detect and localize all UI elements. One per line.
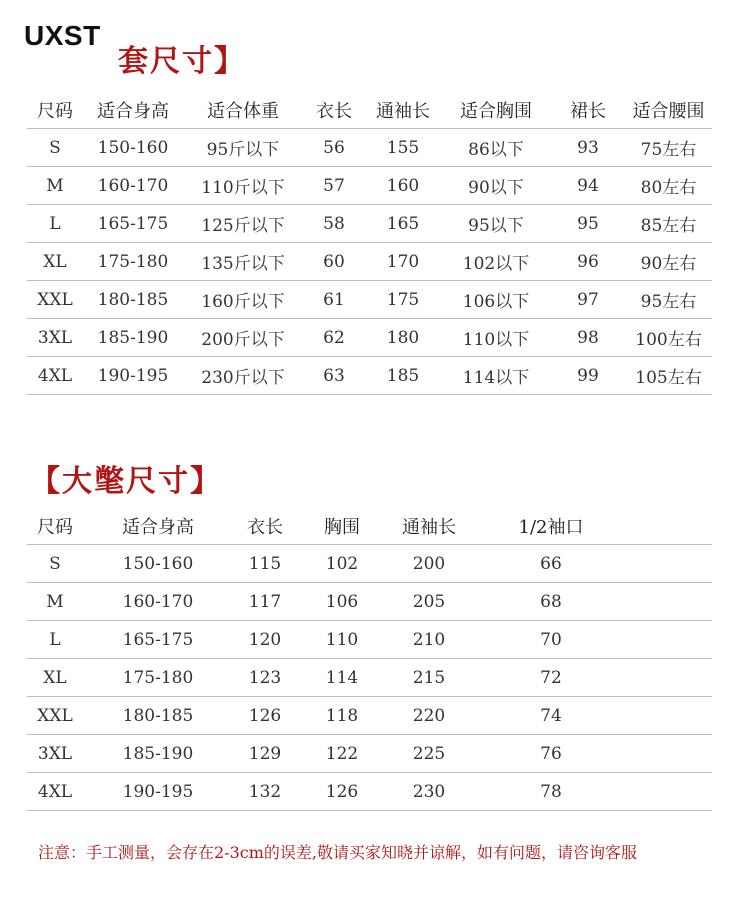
table-cell: 165-175	[83, 205, 183, 243]
table-cell: XL	[27, 243, 83, 281]
table-cell: S	[27, 545, 83, 583]
header-height: 适合身高	[122, 517, 194, 538]
table-cell: 70	[471, 621, 631, 659]
table-row	[27, 659, 712, 697]
header-chest: 胸围	[324, 517, 360, 538]
table-cell: S	[27, 129, 83, 167]
table-cell: 215	[387, 659, 471, 697]
table-cell: 160-170	[83, 167, 183, 205]
header-size: 尺码	[37, 517, 73, 538]
table-cell: 123	[233, 659, 297, 697]
table-cell: 200斤以下	[183, 319, 303, 357]
header-size: 尺码	[37, 101, 73, 122]
header-half-cuff: 1/2袖口	[518, 517, 584, 538]
table-cell-blank	[631, 545, 712, 583]
table-cell: 94	[551, 167, 625, 205]
table-row	[27, 205, 712, 243]
header-waist: 适合腰围	[632, 101, 705, 122]
table-cell: 165	[365, 205, 441, 243]
table-cell: 90左右	[625, 243, 712, 281]
table-cell: 114以下	[441, 357, 551, 395]
header-weight: 适合体重	[207, 101, 279, 122]
measurement-note: 注意：手工测量，会存在2-3cm的误差,敬请买家知晓并谅解，如有问题，请咨询客服	[38, 843, 637, 862]
table-cell: 100左右	[625, 319, 712, 357]
table-cell: 60	[303, 243, 365, 281]
table-cell: 155	[365, 129, 441, 167]
table-cell: M	[27, 167, 83, 205]
table-row	[27, 583, 712, 621]
table-cell: 99	[551, 357, 625, 395]
table-cell: 126	[233, 697, 297, 735]
table-cell: 95	[551, 205, 625, 243]
table-cell: M	[27, 583, 83, 621]
table-cell: 85左右	[625, 205, 712, 243]
table-cell: 62	[303, 319, 365, 357]
cloak-size-table	[27, 508, 712, 811]
table-cell: 117	[233, 583, 297, 621]
table-cell: 122	[297, 735, 387, 773]
table-cell: 63	[303, 357, 365, 395]
header-sleeve-span: 通袖长	[376, 101, 430, 122]
table-cell: 132	[233, 773, 297, 811]
table-cell: 220	[387, 697, 471, 735]
table-row	[27, 281, 712, 319]
table-row	[27, 357, 712, 395]
table-cell: 90以下	[441, 167, 551, 205]
brand-logo: UXST	[24, 20, 101, 51]
table-cell: 200	[387, 545, 471, 583]
table-row	[27, 545, 712, 583]
table-cell: 190-195	[83, 773, 233, 811]
table-cell: 76	[471, 735, 631, 773]
table-cell: 61	[303, 281, 365, 319]
table-cell: 165-175	[83, 621, 233, 659]
table-cell: 115	[233, 545, 297, 583]
table-row	[27, 319, 712, 357]
header-chest: 适合胸围	[460, 101, 532, 122]
table-cell: 66	[471, 545, 631, 583]
header-blank	[631, 508, 712, 545]
table-row	[27, 773, 712, 811]
table-cell: 225	[387, 735, 471, 773]
table-cell-blank	[631, 583, 712, 621]
table-cell: 160斤以下	[183, 281, 303, 319]
table-cell: XXL	[27, 281, 83, 319]
table-cell: 230斤以下	[183, 357, 303, 395]
table-cell: 175	[365, 281, 441, 319]
table-cell: L	[27, 621, 83, 659]
suit-size-title: 套尺寸】	[118, 44, 246, 79]
table-cell: 68	[471, 583, 631, 621]
table-cell: 96	[551, 243, 625, 281]
table-row	[27, 697, 712, 735]
table-cell: 129	[233, 735, 297, 773]
table-cell: 205	[387, 583, 471, 621]
cloak-size-title: 【大氅尺寸】	[30, 464, 222, 499]
table-cell: 135斤以下	[183, 243, 303, 281]
table-cell: 102以下	[441, 243, 551, 281]
header-skirt-length: 裙长	[570, 101, 606, 122]
table-cell: 230	[387, 773, 471, 811]
table-cell: 190-195	[83, 357, 183, 395]
table-cell-blank	[631, 773, 712, 811]
table-cell-blank	[631, 621, 712, 659]
table-cell: 170	[365, 243, 441, 281]
header-sleeve-span: 通袖长	[402, 517, 456, 538]
table-cell: 125斤以下	[183, 205, 303, 243]
table-cell: 175-180	[83, 243, 183, 281]
table-cell: 185-190	[83, 319, 183, 357]
table-cell-blank	[631, 697, 712, 735]
table-row	[27, 129, 712, 167]
header-height: 适合身高	[97, 101, 169, 122]
table-cell: 150-160	[83, 545, 233, 583]
table-cell: 95左右	[625, 281, 712, 319]
table-cell: 4XL	[27, 357, 83, 395]
table-cell: 3XL	[27, 319, 83, 357]
table-cell: 78	[471, 773, 631, 811]
table-cell: 180-185	[83, 697, 233, 735]
table-cell: 95以下	[441, 205, 551, 243]
table-cell: 58	[303, 205, 365, 243]
table-cell: 110以下	[441, 319, 551, 357]
table-cell: 86以下	[441, 129, 551, 167]
table-cell: 110斤以下	[183, 167, 303, 205]
table-cell: 106	[297, 583, 387, 621]
table-header-row	[27, 508, 712, 545]
table-cell: 110	[297, 621, 387, 659]
table-cell: 180-185	[83, 281, 183, 319]
table-cell: 120	[233, 621, 297, 659]
table-row	[27, 621, 712, 659]
table-cell: 3XL	[27, 735, 83, 773]
table-cell: 150-160	[83, 129, 183, 167]
table-cell: 185-190	[83, 735, 233, 773]
table-cell: 98	[551, 319, 625, 357]
table-cell: 126	[297, 773, 387, 811]
table-header-row	[27, 92, 712, 129]
table-cell: 180	[365, 319, 441, 357]
table-cell: 80左右	[625, 167, 712, 205]
table-cell: 102	[297, 545, 387, 583]
table-cell: XL	[27, 659, 83, 697]
header-length: 衣长	[247, 517, 283, 538]
table-cell: 75左右	[625, 129, 712, 167]
table-row	[27, 167, 712, 205]
table-cell: 118	[297, 697, 387, 735]
table-cell: 105左右	[625, 357, 712, 395]
table-cell: 114	[297, 659, 387, 697]
table-cell: 4XL	[27, 773, 83, 811]
table-cell: 160-170	[83, 583, 233, 621]
table-row	[27, 243, 712, 281]
table-cell: XXL	[27, 697, 83, 735]
suit-size-table	[27, 92, 712, 395]
table-cell: 93	[551, 129, 625, 167]
table-cell: 95斤以下	[183, 129, 303, 167]
table-cell: 56	[303, 129, 365, 167]
table-cell: 175-180	[83, 659, 233, 697]
table-cell: 106以下	[441, 281, 551, 319]
table-cell: 74	[471, 697, 631, 735]
table-cell: 57	[303, 167, 365, 205]
table-cell: 160	[365, 167, 441, 205]
table-row	[27, 735, 712, 773]
table-cell-blank	[631, 735, 712, 773]
header-length: 衣长	[316, 101, 352, 122]
table-cell: 185	[365, 357, 441, 395]
table-cell: 72	[471, 659, 631, 697]
table-cell: 210	[387, 621, 471, 659]
table-cell-blank	[631, 659, 712, 697]
table-cell: L	[27, 205, 83, 243]
table-cell: 97	[551, 281, 625, 319]
